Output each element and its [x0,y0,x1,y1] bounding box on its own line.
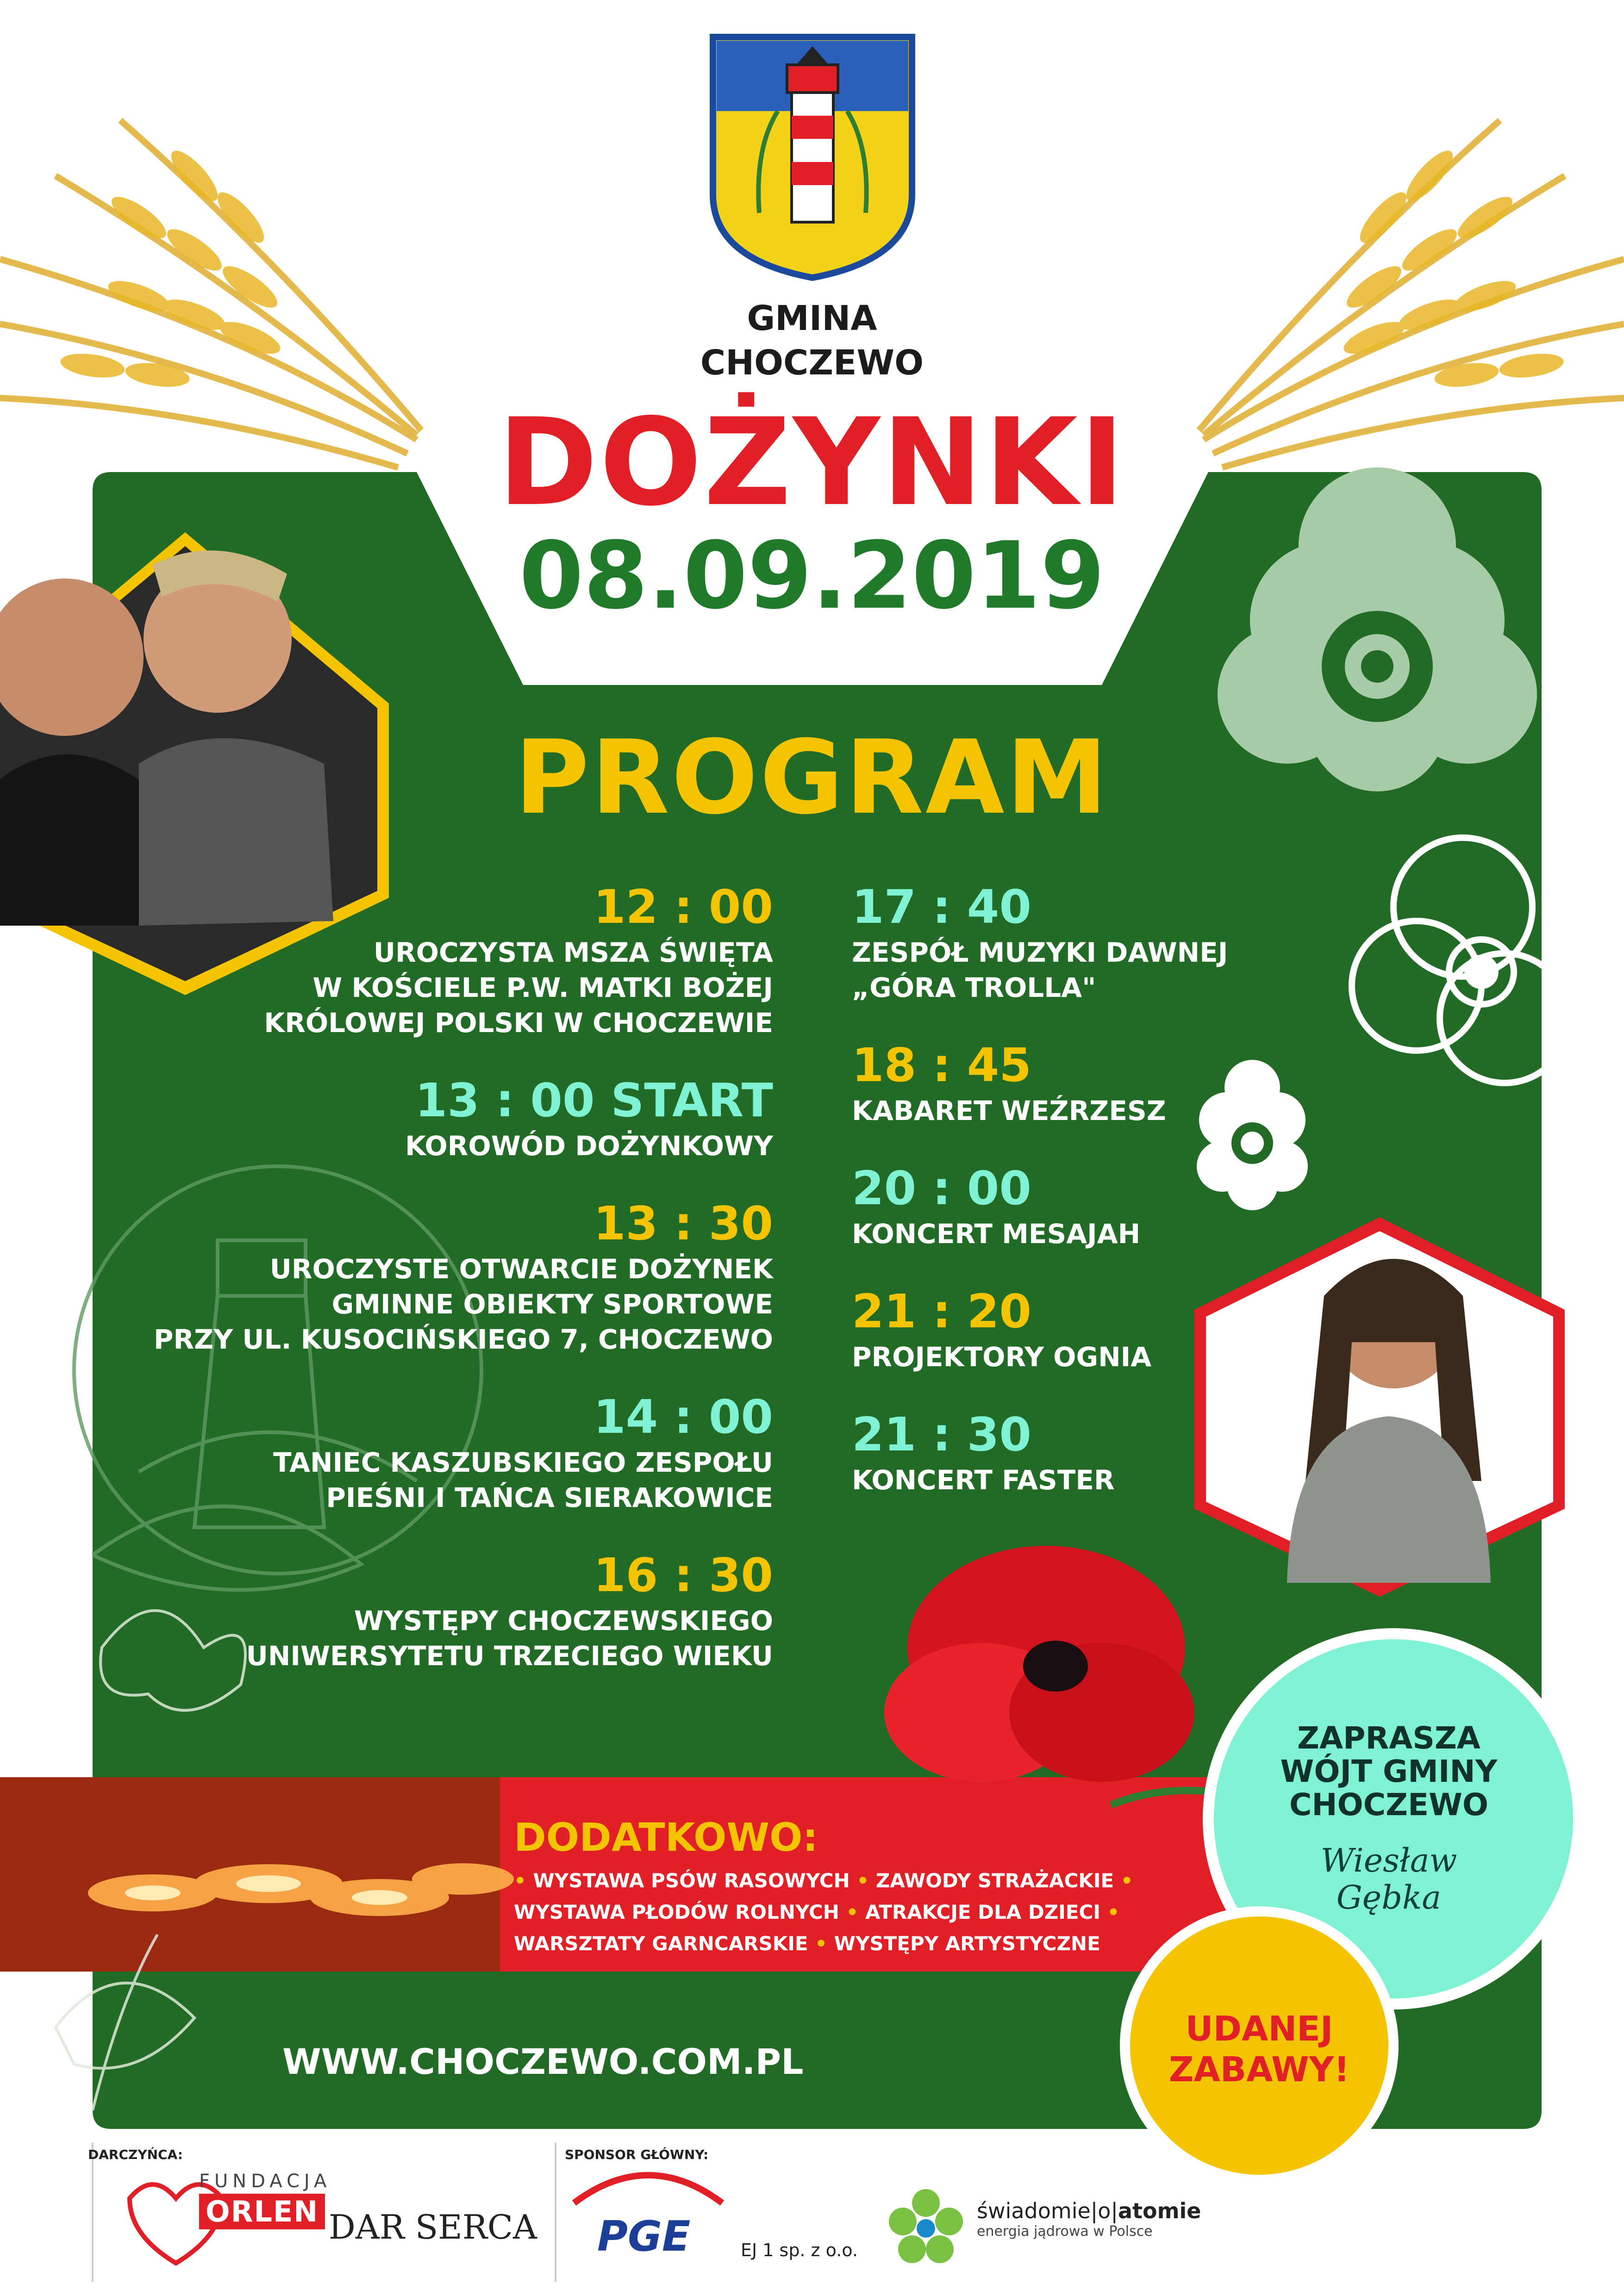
gmina-label [650,296,974,385]
dodatkowo-line: • WYSTAWA PSÓW RASOWYCH • ZAWODY STRAŻACKIE • [514,1869,1133,1892]
schedule-desc: UROCZYSTE OTWARCIE DOŻYNEK [269,1253,773,1285]
schedule-item [852,1407,1454,1498]
schedule-item [852,1038,1454,1128]
wheat-right-icon [1199,120,1624,467]
atomie-text: atomie [1118,2198,1201,2223]
dodatkowo-line: WARSZTATY GARNCARSKIE • WYSTĘPY ARTYSTYCZNE [514,1932,1100,1955]
schedule-desc: „GÓRA TROLLA" [852,972,1096,1003]
udanej-zabawy [1134,2009,1384,2090]
invite-line: CHOCZEWO [1289,1787,1489,1823]
energia-text: energia jądrowa w Polsce [977,2223,1153,2240]
fundacja-text: FUNDACJA [199,2171,331,2192]
schedule-desc: KABARET WEŹRZESZ [852,1095,1166,1126]
fundacja-orlen-logo [199,2171,331,2228]
schedule-desc: UROCZYSTA MSZA ŚWIĘTA [373,937,773,968]
schedule-desc: KONCERT FASTER [852,1464,1115,1496]
schedule-item [111,1196,773,1357]
schedule-desc: GMINNE OBIEKTY SPORTOWE [331,1288,773,1320]
udanej-line2: ZABAWY! [1168,2050,1350,2090]
sponsor-label: SPONSOR GŁÓWNY: [565,2147,709,2162]
pge-swoosh-icon [574,2175,722,2203]
dodatkowo-line: WYSTAWA PŁODÓW ROLNYCH • ATRAKCJE DLA DZIECI • [514,1901,1120,1923]
swiadomie-logo [977,2198,1201,2240]
schedule-desc: WYSTĘPY CHOCZEWSKIEGO [354,1605,773,1636]
dar-serca-logo: DAR SERCA [329,2208,537,2246]
atom-flower-icon [889,2189,963,2263]
schedule-desc: W KOŚCIELE P.W. MATKI BOŻEJ [312,972,773,1003]
attraction: WYSTAWA PŁODÓW ROLNYCH [514,1901,839,1923]
swiadomie-text: świadomie [977,2198,1091,2223]
schedule-time: 13 : 30 [593,1196,773,1251]
wheat-left-icon [0,120,421,467]
schedule-item [111,879,773,1040]
schedule-item [852,1284,1454,1375]
schedule-time: 17 : 40 [852,880,1031,934]
mayor-name [1241,1842,1537,1916]
schedule-item [111,1073,773,1164]
coat-of-arms-lighthouse-icon [713,37,912,278]
schedule-desc: PRZY UL. KUSOCIŃSKIEGO 7, CHOCZEWO [153,1324,773,1355]
attraction: ZAWODY STRAŻACKIE [875,1869,1114,1892]
schedule-time: 16 : 30 [593,1548,773,1602]
schedule-time: 14 : 00 [593,1390,773,1444]
attraction: WARSZTATY GARNCARSKIE [514,1932,808,1955]
dodatkowo-list [514,1865,1208,1960]
schedule-desc: PROJEKTORY OGNIA [852,1341,1152,1373]
attraction: ATRAKCJE DLA DZIECI [865,1901,1100,1923]
schedule-desc: KONCERT MESAJAH [852,1218,1141,1250]
schedule-time: 18 : 45 [852,1038,1031,1092]
schedule-time: 13 : 00 START [415,1073,773,1127]
mayor-first-name: Wiesław [1320,1842,1457,1879]
invite-text [1241,1722,1537,1822]
schedule-time: 21 : 30 [852,1407,1031,1462]
schedule-desc: UNIWERSYTETU TRZECIEGO WIEKU [246,1640,773,1672]
schedule-desc: PIEŚNI I TAŃCA SIERAKOWICE [326,1482,773,1513]
schedule-item [111,1389,773,1515]
gmina-line2: CHOCZEWO [700,343,924,383]
schedule-item [852,879,1454,1005]
mayor-last-name: Gębka [1336,1879,1442,1916]
schedule-desc: KRÓLOWEJ POLSKI W CHOCZEWIE [264,1007,773,1039]
schedule-desc: TANIEC KASZUBSKIEGO ZESPOŁU [273,1447,773,1478]
schedule-item [852,1161,1454,1251]
website-link[interactable]: WWW.CHOCZEWO.COM.PL [282,2041,804,2082]
schedule-right [852,879,1454,1530]
schedule-desc: ZESPÓŁ MUZYKI DAWNEJ [852,937,1228,968]
ej1-text: EJ 1 sp. z o.o. [741,2240,858,2260]
attraction: WYSTĘPY ARTYSTYCZNE [834,1932,1100,1955]
attraction: WYSTAWA PSÓW RASOWYCH [533,1869,850,1892]
schedule-time: 20 : 00 [852,1161,1031,1215]
schedule-time: 12 : 00 [593,880,773,934]
schedule-desc: KOROWÓD DOŻYNKOWY [405,1130,773,1162]
invite-line: WÓJT GMINY [1280,1754,1498,1789]
event-date: 08.09.2019 [519,522,1105,630]
gmina-line1: GMINA [747,299,877,338]
swiadomie-o: |o| [1090,2198,1118,2223]
darczynca-label: DARCZYŃCA: [88,2147,183,2162]
udanej-line1: UDANEJ [1185,2009,1333,2049]
schedule-item [111,1548,773,1674]
program-heading: PROGRAM [514,718,1110,837]
dodatkowo-heading: DODATKOWO: [514,1815,818,1860]
pge-logo: PGE [597,2212,691,2261]
invite-line: ZAPRASZA [1297,1720,1480,1756]
event-title: DOŻYNKI [498,393,1126,533]
schedule-time: 21 : 20 [852,1284,1031,1338]
orlen-text: ORLEN [199,2194,325,2229]
schedule-left [111,879,773,1706]
